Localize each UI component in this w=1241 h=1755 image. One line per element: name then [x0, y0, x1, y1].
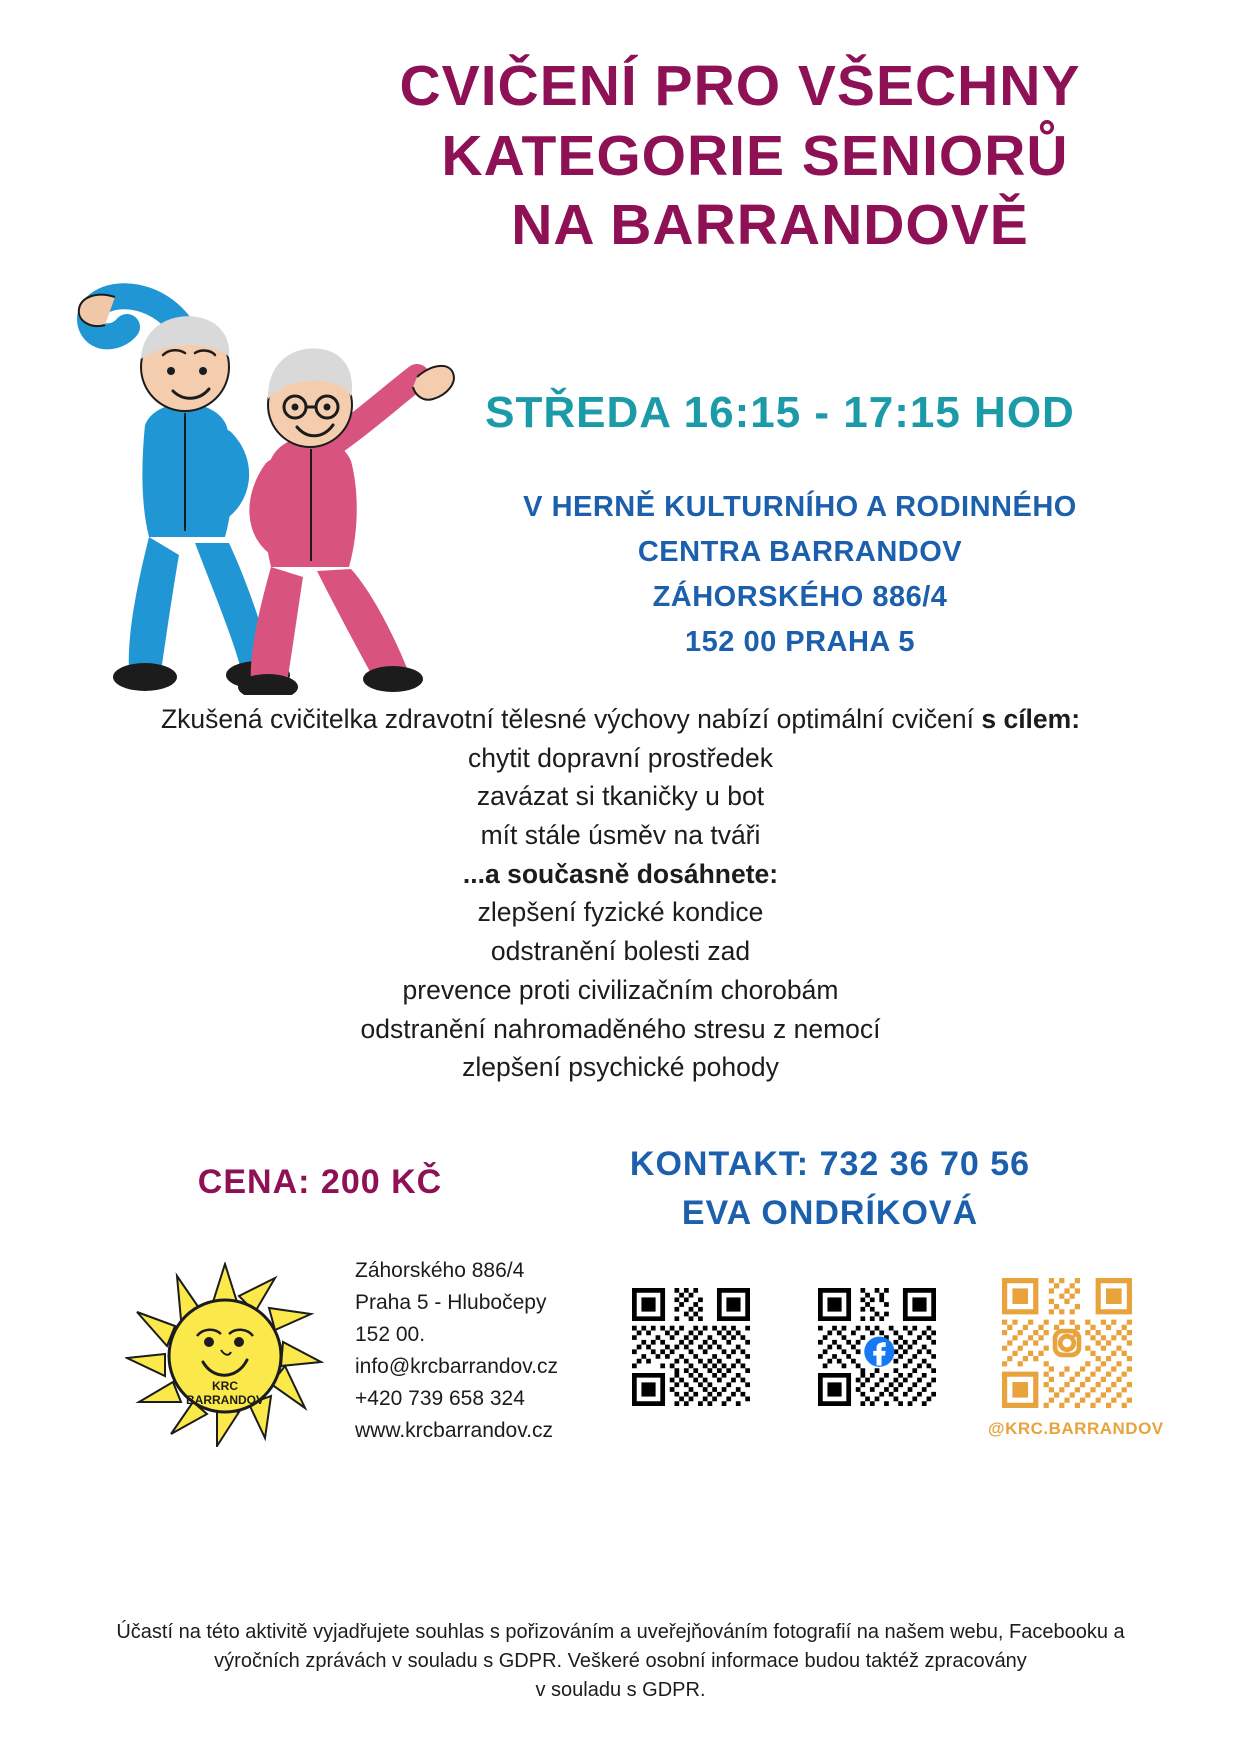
- benefit-item: odstranění nahromaděného stresu z nemocí: [360, 1013, 881, 1044]
- address-zip: 152 00.: [355, 1322, 426, 1346]
- venue-line-4: 152 00 PRAHA 5: [685, 625, 915, 658]
- goal-item: mít stále úsměv na tváři: [480, 820, 761, 851]
- benefit-item: prevence proti civilizačním chorobám: [402, 974, 839, 1005]
- contact-block: [520, 1140, 1140, 1239]
- gdpr-footer: [40, 1618, 1201, 1705]
- instagram-handle: @KRC.BARRANDOV: [988, 1419, 1164, 1438]
- contact-name: EVA ONDRÍKOVÁ: [681, 1194, 979, 1233]
- contact-phone: KONTAKT: 732 36 70 56: [629, 1145, 1031, 1183]
- headline-line-2: KATEGORIE SENIORŮ: [441, 123, 1069, 188]
- address-website: www.krcbarrandov.cz: [355, 1418, 554, 1442]
- krc-barrandov-sun-logo: [125, 1262, 325, 1447]
- goal-item: chytit dopravní prostředek: [468, 742, 773, 773]
- benefits-heading: ...a současně dosáhnete:: [462, 858, 779, 889]
- price-label: CENA: 200 KČ: [197, 1163, 443, 1201]
- benefit-item: odstranění bolesti zad: [490, 936, 751, 967]
- svg-text:KRC: KRC: [212, 1379, 238, 1393]
- website-qr-code: [632, 1288, 750, 1406]
- seniors-exercising-illustration: [45, 255, 465, 695]
- intro-normal: Zkušená cvičitelka zdravotní tělesné výchovy nabízí optimální cvičení: [160, 704, 982, 734]
- venue-line-3: ZÁHORSKÉHO 886/4: [652, 580, 948, 613]
- body-copy: [40, 700, 1201, 1087]
- benefit-item: zlepšení fyzické kondice: [477, 897, 764, 928]
- address-phone: +420 739 658 324: [355, 1386, 525, 1410]
- session-time: STŘEDA 16:15 - 17:15 HOD: [485, 388, 1075, 437]
- instagram-qr-code: [1002, 1278, 1132, 1408]
- headline-line-3: NA BARRANDOVĚ: [511, 193, 1029, 258]
- benefit-item: zlepšení psychické pohody: [462, 1052, 779, 1083]
- address-email: info@krcbarrandov.cz: [355, 1354, 559, 1378]
- venue-block: [420, 485, 1180, 665]
- address-street: Záhorského 886/4: [355, 1259, 525, 1282]
- goal-item: zavázat si tkaničky u bot: [476, 781, 765, 812]
- footer-line-1: Účastí na této aktivitě vyjadřujete souhlas s pořizováním a uveřejňováním fotografií na našem webu, Facebooku a: [116, 1621, 1125, 1643]
- footer-line-2: výročních zprávách v souladu s GDPR. Veškeré osobní informace budou taktéž zpracovány: [214, 1650, 1027, 1672]
- intro-bold: s cílem:: [981, 704, 1081, 734]
- organization-address: [355, 1255, 558, 1446]
- svg-text:BARRANDOV: BARRANDOV: [186, 1393, 264, 1407]
- venue-line-2: CENTRA BARRANDOV: [637, 535, 963, 568]
- address-city: Praha 5 - Hlubočepy: [355, 1290, 547, 1314]
- poster-headline: [300, 52, 1180, 261]
- venue-line-1: V HERNĚ KULTURNÍHO A RODINNÉHO: [523, 491, 1077, 523]
- footer-line-3: v souladu s GDPR.: [535, 1679, 706, 1701]
- facebook-qr-code: [818, 1288, 936, 1406]
- intro-line: [40, 700, 1201, 739]
- headline-line-1: CVIČENÍ PRO VŠECHNY: [399, 54, 1081, 118]
